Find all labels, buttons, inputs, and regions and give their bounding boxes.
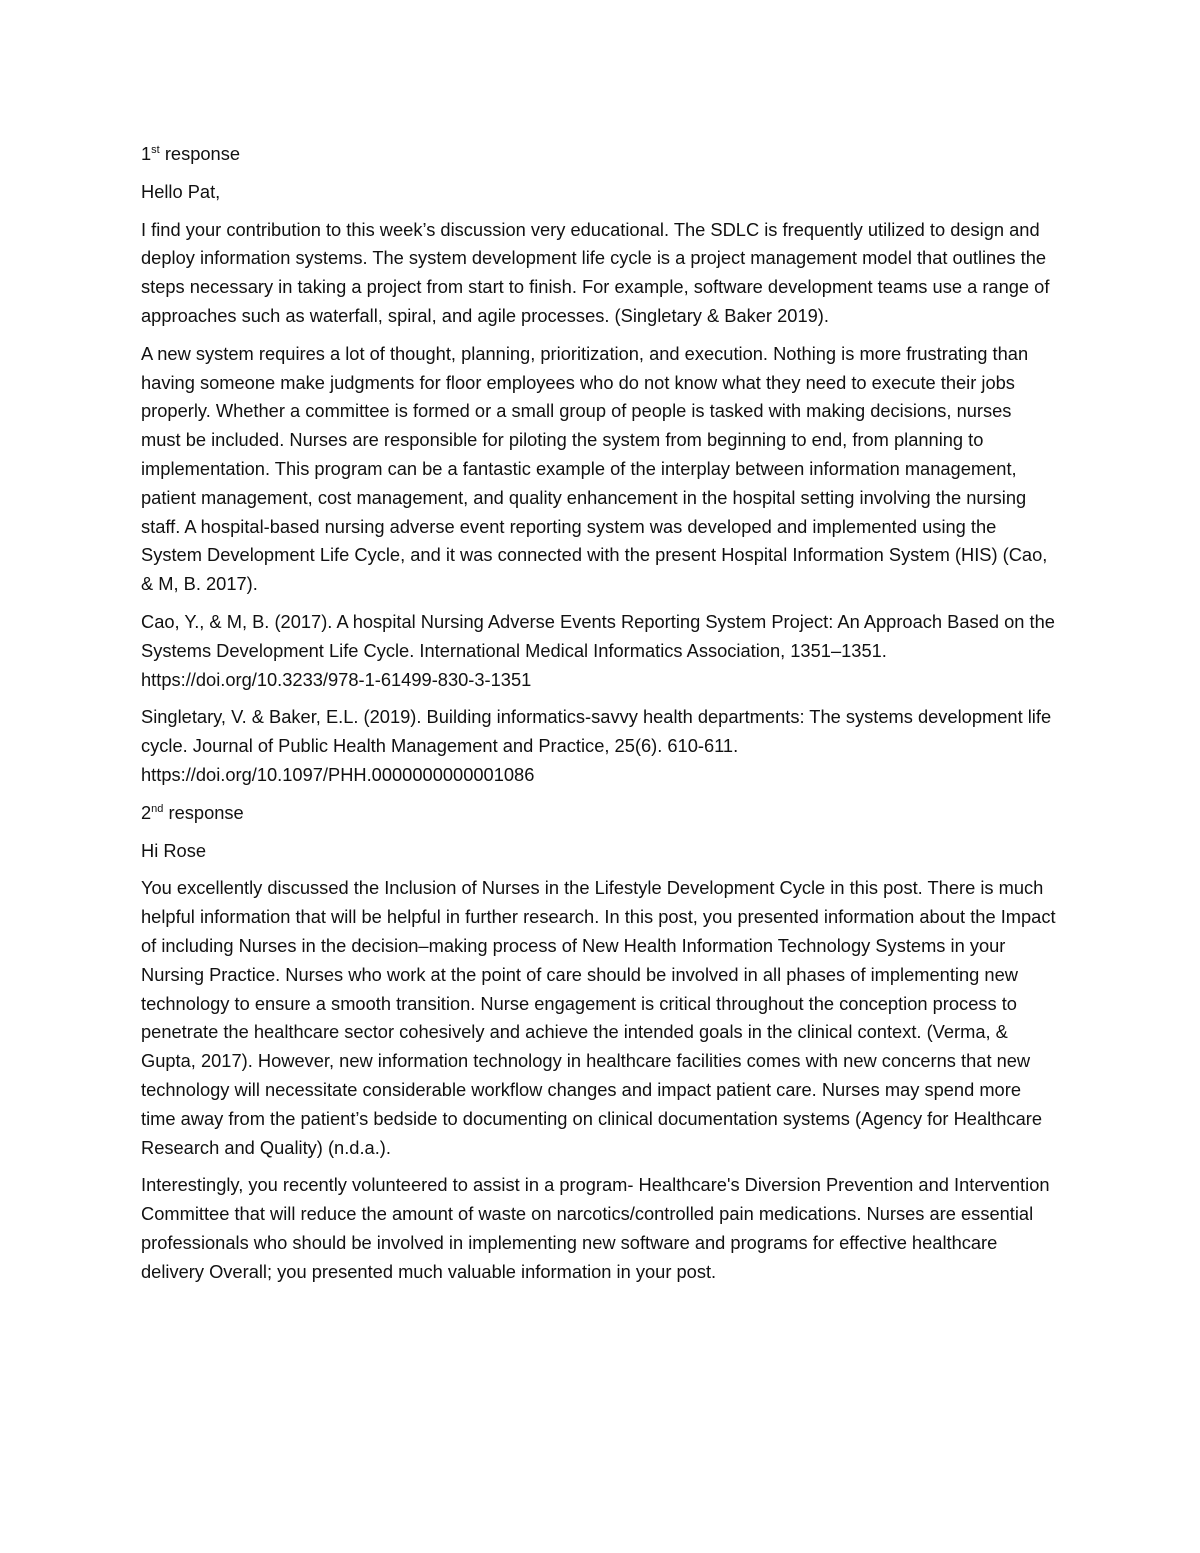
response-1-greeting: Hello Pat, (141, 180, 221, 202)
response-1-paragraph-2: A new system requires a lot of thought, planning, prioritization, and execution. Nothing is more frustrating than having someone make judgments for floor employees who do not know what they need to execute their jobs properly. Whether a committee is formed or a small group of people is tasked with making decisions, nurses must be included. Nurses are responsible for piloting the system from beginning to end, from planning to implementation. This program can be a fantastic example of the interplay between information management, patient management, cost management, and quality enhancement in the hospital setting involving the nursing staff. A hospital-based nursing adverse event reporting system was developed and implemented using the System Development Life Cycle, and it was connected with the present Hospital Information System (HIS) (Cao, & M, B. 2017). (141, 342, 1048, 595)
response-1-paragraph-1: I find your contribution to this week’s discussion very educational. The SDLC is frequently utilized to design and deploy information systems. The system development life cycle is a project management model that outlines the steps necessary in taking a project from start to finish. For example, software development teams use a range of approaches such as waterfall, spiral, and agile processes. (Singletary & Baker 2019). (141, 218, 1050, 326)
document-body (141, 140, 1056, 1295)
reference-cao-2017: Cao, Y., & M, B. (2017). A hospital Nursing Adverse Events Reporting System Project: An Approach Based on the Systems Development Life Cycle. International Medical Informatics Association, 1351–1351. https://doi.org/10.3233/978-1-61499-830-3-1351 (141, 610, 1055, 690)
response-2-greeting: Hi Rose (141, 839, 207, 861)
reference-singletary-2019: Singletary, V. & Baker, E.L. (2019). Building informatics-savvy health departments: The systems development life cycle. Journal of Public Health Management and Practice, 25(6). 610-611. https://doi.org/10.1097/PHH.0000000000001086 (141, 706, 1052, 785)
response-2-paragraph-1: You excellently discussed the Inclusion of Nurses in the Lifestyle Development Cycle in this post. There is much helpful information that will be helpful in further research. In this post, you presented information about the Impact of including Nurses in the decision–making process of New Health Information Technology Systems in your Nursing Practice. Nurses who work at the point of care should be involved in all phases of implementing new technology to ensure a smooth transition. Nurse engagement is critical throughout the conception process to penetrate the healthcare sector cohesively and achieve the intended goals in the clinical context. (Verma, & Gupta, 2017). However, new information technology in healthcare facilities comes with new concerns that new technology will necessitate considerable workflow changes and impact patient care. Nurses may spend more time away from the patient’s bedside to documenting on clinical documentation systems (Agency for Healthcare Research and Quality) (n.d.a.). (141, 877, 1056, 1158)
response-2-paragraph-2: Interestingly, you recently volunteered to assist in a program- Healthcare's Diversion Prevention and Intervention Committee that will reduce the amount of waste on narcotics/controlled pain medications. Nurses are essential professionals who should be involved in implementing new software and programs for effective healthcare delivery Overall; you presented much valuable information in your post. (141, 1174, 1050, 1282)
response-1-heading: 1st response (141, 143, 241, 164)
response-2-heading: 2nd response (141, 801, 244, 823)
